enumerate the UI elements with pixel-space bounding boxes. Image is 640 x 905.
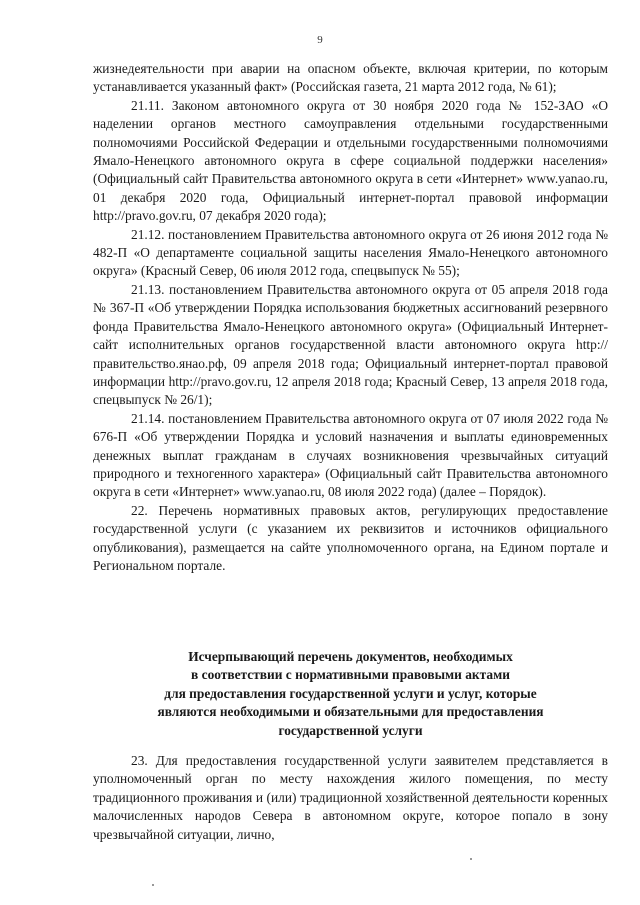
scan-speck [152,884,154,886]
heading-line: для предоставления государственной услуги и услуг, которые [164,685,537,701]
page-number: 9 [317,34,323,46]
paragraph-continuation: жизнедеятельности при аварии на опасном объекте, включая критерии, по которым устанавливается указанный факт» (Российская газета, 21 марта 2012 года, № 61); [93,61,608,95]
paragraph-23: 23. Для предоставления государственной услуги заявителем представляется в уполномоченный орган по месту нахождения жилого помещения, по месту традиционного проживания и (или) традиционной хозяйственной деятельности коренных малочисленных народов Севера в автономном округе, которое попало в зону чрезвычайной ситуации, лично, [93,753,608,842]
document-body [93,60,608,575]
scan-speck [470,858,472,860]
heading-line: Исчерпывающий перечень документов, необходимых [188,649,513,664]
heading-line: государственной услуги [278,722,423,738]
paragraph-22: 22. Перечень нормативных правовых актов, регулирующих предоставление государственной услуги (с указанием их реквизитов и источников официального опубликования), размещается на сайте уполномоченного органа, на Едином портале и Региональном портале. [93,502,608,573]
paragraph-23-wrapper [93,752,608,844]
paragraph-21-12: 21.12. постановлением Правительства автономного округа от 26 июня 2012 года № 482-П «О департаменте социальной защиты населения Ямало-Ненецкого автономного округа» (Красный Север, 06 июля 2012 года, спецвыпуск № 55); [93,226,608,279]
section-heading [93,648,608,740]
heading-line: являются необходимыми и обязательными для предоставления [157,704,544,720]
heading-line: в соответствии с нормативными правовыми актами [191,667,510,683]
paragraph-21-14: 21.14. постановлением Правительства автономного округа от 07 июля 2022 года № 676-П «Об утверждении Порядка и условий назначения и выплаты единовременных денежных выплат гражданам в случаях возникновения чрезвычайных ситуаций природного и техногенного характера» (Официальный сайт Правительства автономного округа в сети «Интернет» www.yanao.ru, 08 июля 2022 года) (далее – Порядок). [93,410,608,500]
paragraph-21-13: 21.13. постановлением Правительства автономного округа от 05 апреля 2018 года № 367-П «Об утверждении Порядка использования бюджетных ассигнований резервного фонда Правительства Ямало-Ненецкого автономного округа» (Официальный Интернет-сайт исполнительных органов государственной власти автономного округа http://правительство.янао.рф, 09 апреля 2018 года; Официальный интернет-портал правовой информации http://pravo.gov.ru, 12 апреля 2018 года; Красный Север, 13 апреля 2018 года, спецвыпуск № 26/1); [93,281,608,408]
paragraph-21-11: 21.11. Законом автономного округа от 30 ноября 2020 года № 152-ЗАО «О наделении органов местного самоуправления отдельными государственными полномочиями Российской Федерации и отдельными государственными полномочиями Ямало-Ненецкого автономного округа в сфере социальной поддержки населения» (Официальный сайт Правительства автономного округа в сети «Интернет» www.yanao.ru, 01 декабря 2020 года, Официальный интернет-портал правовой информации http://pravo.gov.ru, 07 декабря 2020 года); [93,97,608,224]
